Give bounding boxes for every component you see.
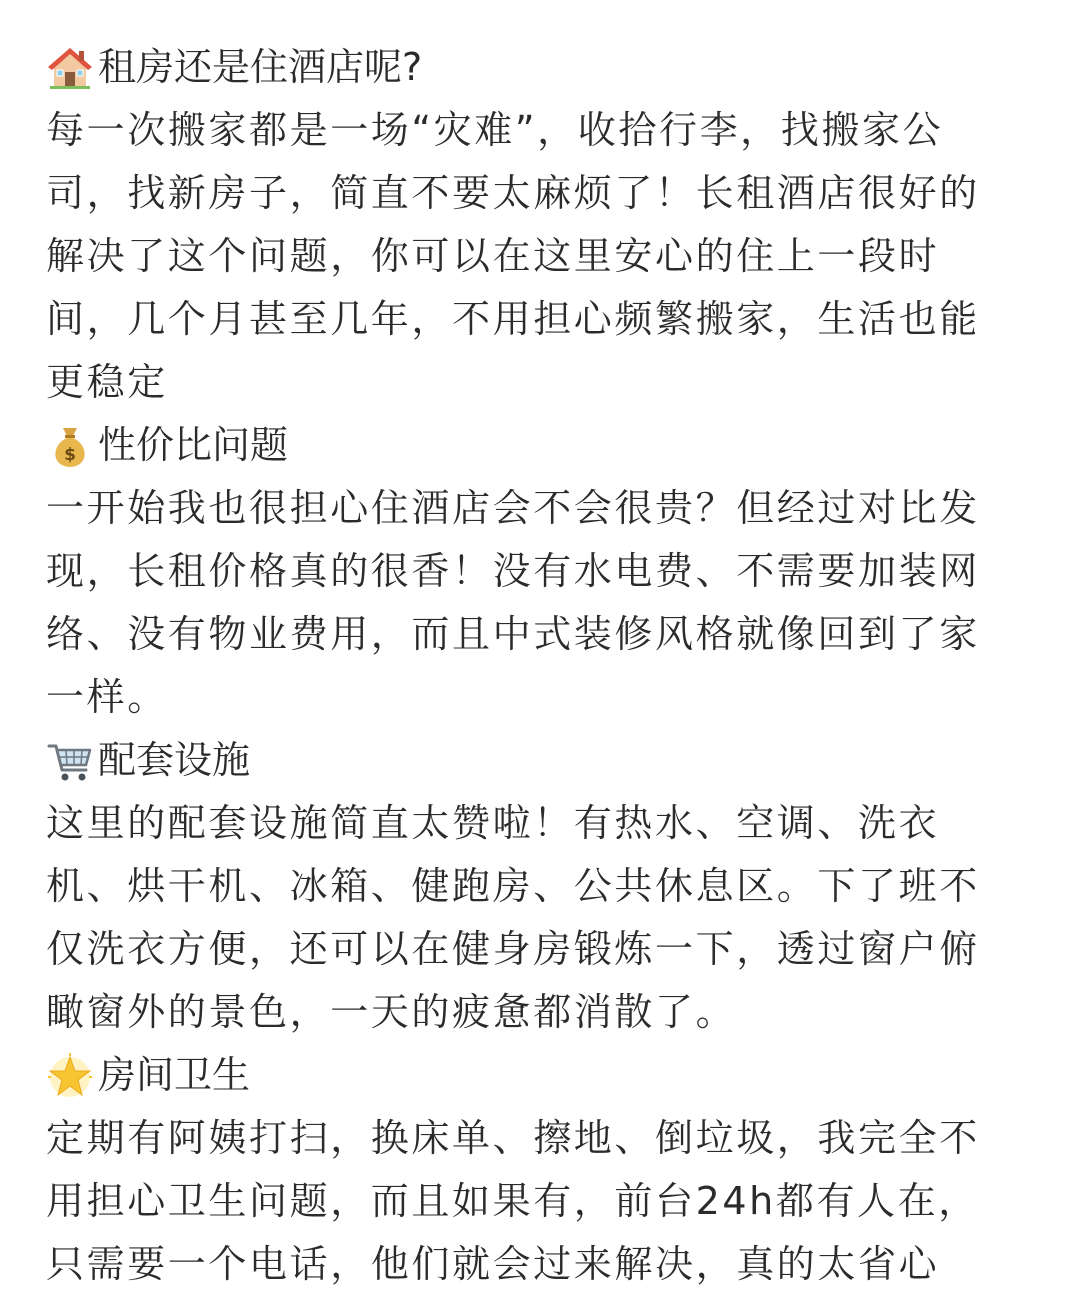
paragraph-line: 一样。 xyxy=(46,675,168,719)
svg-text:$: $ xyxy=(64,444,76,465)
paragraph-line: 定期有阿姨打扫，换床单、擦地、倒垃圾，我完全不 xyxy=(46,1116,980,1160)
paragraph-line: 只需要一个电话，他们就会过来解决，真的太省心 xyxy=(46,1242,940,1286)
paragraph-line: 解决了这个问题，你可以在这里安心的住上一段时 xyxy=(46,234,940,278)
section-heading-text: 租房还是住酒店呢? xyxy=(98,45,423,89)
section-rent-or-hotel xyxy=(46,36,1046,414)
money-bag-icon xyxy=(46,422,94,470)
paragraph-line: 司，找新房子，简直不要太麻烦了！长租酒店很好的 xyxy=(46,171,980,215)
paragraph-line: 这里的配套设施简直太赞啦！有热水、空调、洗衣 xyxy=(46,801,940,845)
paragraph-line: 瞰窗外的景色，一天的疲惫都消散了。 xyxy=(46,990,737,1034)
section-paragraph xyxy=(46,792,1046,1044)
paragraph-line: 机、烘干机、冰箱、健跑房、公共休息区。下了班不 xyxy=(46,864,980,908)
article-body xyxy=(46,36,1046,1296)
paragraph-line: 仅洗衣方便，还可以在健身房锻炼一下，透过窗户俯 xyxy=(46,927,980,971)
section-paragraph xyxy=(46,477,1046,729)
section-heading xyxy=(46,414,1046,477)
section-heading xyxy=(46,36,1046,99)
section-heading-text: 房间卫生 xyxy=(98,1053,251,1097)
section-heading-text: 性价比问题 xyxy=(98,423,289,467)
shopping-cart-icon xyxy=(46,737,94,785)
section-heading-text: 配套设施 xyxy=(98,738,251,782)
section-heading xyxy=(46,729,1046,792)
paragraph-line: 用担心卫生问题，而且如果有，前台24h都有人在， xyxy=(46,1179,979,1223)
section-heading xyxy=(46,1044,1046,1107)
section-paragraph xyxy=(46,99,1046,414)
section-paragraph xyxy=(46,1107,1046,1296)
paragraph-line: 络、没有物业费用，而且中式装修风格就像回到了家 xyxy=(46,612,980,656)
glowing-star-icon xyxy=(46,1052,94,1100)
section-facilities xyxy=(46,729,1046,1044)
paragraph-line: 每一次搬家都是一场“灾难”，收拾行李，找搬家公 xyxy=(46,108,944,152)
paragraph-line: 间，几个月甚至几年，不用担心频繁搬家，生活也能 xyxy=(46,297,980,341)
house-icon xyxy=(46,44,94,92)
section-room-hygiene xyxy=(46,1044,1046,1296)
paragraph-line: 一开始我也很担心住酒店会不会很贵？但经过对比发 xyxy=(46,486,980,530)
paragraph-line: 现，长租价格真的很香！没有水电费、不需要加装网 xyxy=(46,549,980,593)
paragraph-line: 更稳定 xyxy=(46,360,168,404)
section-value-for-money xyxy=(46,414,1046,729)
